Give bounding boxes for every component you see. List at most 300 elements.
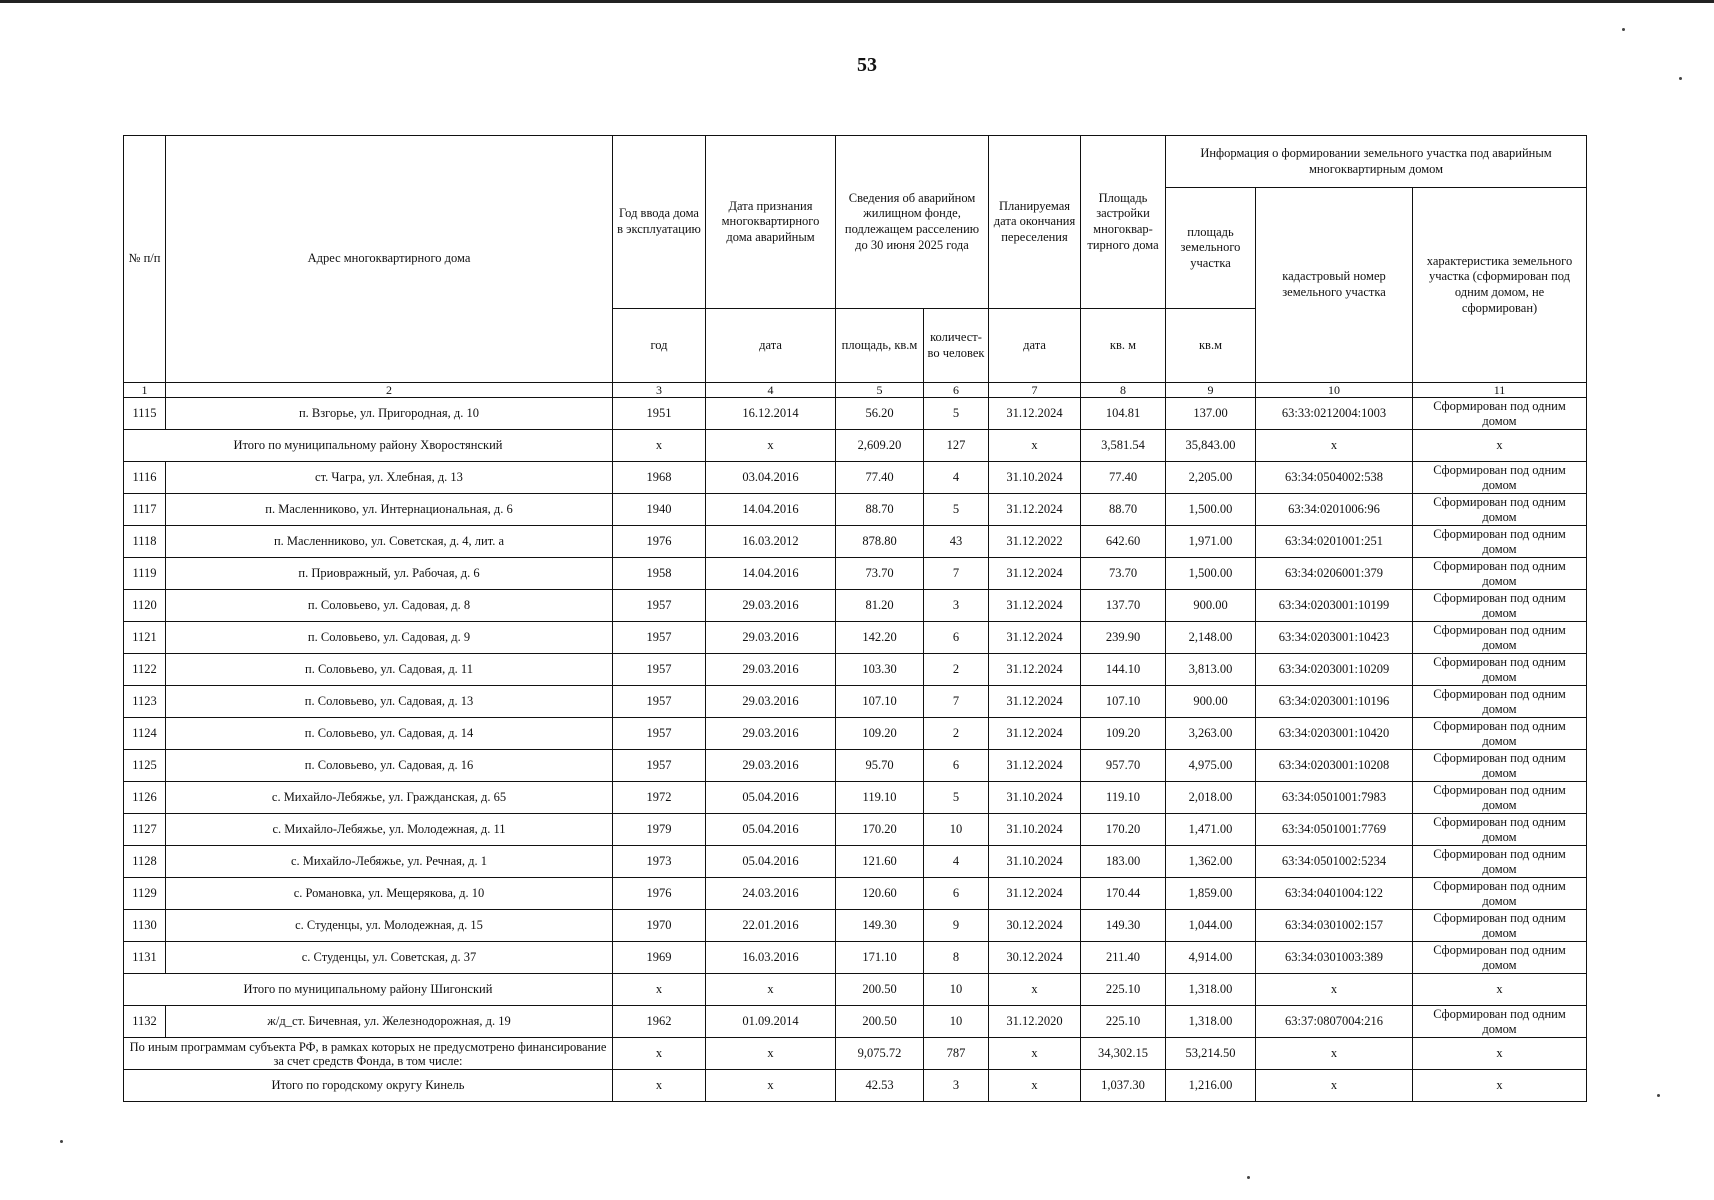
cell-land-area: 1,044.00	[1166, 910, 1256, 942]
cell-land-area: 2,018.00	[1166, 782, 1256, 814]
characteristic-line: Сформирован под одним	[1433, 718, 1566, 733]
cell-area: 73.70	[836, 558, 924, 590]
cell-date: 14.04.2016	[706, 558, 836, 590]
cell-planned: 31.12.2024	[989, 494, 1081, 526]
cell-year: x	[613, 1038, 706, 1070]
cell-land-area: 1,471.00	[1166, 814, 1256, 846]
cell-area: 77.40	[836, 462, 924, 494]
cell-people: 7	[924, 558, 989, 590]
row-number: 1122	[124, 654, 166, 686]
cell-characteristic	[1413, 494, 1587, 526]
characteristic-line: домом	[1482, 893, 1517, 908]
characteristic-line: x	[1496, 1078, 1503, 1092]
unit-area: площадь, кв.м	[836, 309, 924, 383]
cell-area: 200.50	[836, 1006, 924, 1038]
cell-land-area: 3,263.00	[1166, 718, 1256, 750]
cell-cadastral: 63:34:0203001:10208	[1256, 750, 1413, 782]
cell-area: 88.70	[836, 494, 924, 526]
cell-people: 4	[924, 462, 989, 494]
cell-build-area: 88.70	[1081, 494, 1166, 526]
table-row	[124, 526, 1587, 558]
cell-planned: 31.12.2024	[989, 654, 1081, 686]
characteristic-line: Сформирован под одним	[1433, 494, 1566, 509]
cell-year: 1957	[613, 718, 706, 750]
cell-date: x	[706, 974, 836, 1006]
row-number: 1115	[124, 398, 166, 430]
cell-date: 16.03.2016	[706, 942, 836, 974]
column-number: 1	[124, 383, 166, 398]
cell-area: 200.50	[836, 974, 924, 1006]
cell-year: x	[613, 1070, 706, 1102]
cell-area: 42.53	[836, 1070, 924, 1102]
cell-build-area: 77.40	[1081, 462, 1166, 494]
cell-characteristic	[1413, 974, 1587, 1006]
cell-date: 05.04.2016	[706, 846, 836, 878]
cell-people: 3	[924, 1070, 989, 1102]
cell-people: 2	[924, 654, 989, 686]
cell-cadastral: 63:34:0501001:7983	[1256, 782, 1413, 814]
table-row	[124, 622, 1587, 654]
cell-cadastral: 63:34:0504002:538	[1256, 462, 1413, 494]
cell-characteristic	[1413, 622, 1587, 654]
cell-year: 1970	[613, 910, 706, 942]
cell-date: 05.04.2016	[706, 782, 836, 814]
cell-area: 171.10	[836, 942, 924, 974]
column-number: 5	[836, 383, 924, 398]
cell-people: 6	[924, 878, 989, 910]
characteristic-line: домом	[1482, 509, 1517, 524]
cell-cadastral: 63:34:0301002:157	[1256, 910, 1413, 942]
table-row	[124, 942, 1587, 974]
characteristic-line: домом	[1482, 637, 1517, 652]
cell-date: 14.04.2016	[706, 494, 836, 526]
cell-cadastral: 63:34:0203001:10420	[1256, 718, 1413, 750]
cell-date: 05.04.2016	[706, 814, 836, 846]
cell-planned: x	[989, 1070, 1081, 1102]
cell-planned: x	[989, 974, 1081, 1006]
cell-people: 8	[924, 942, 989, 974]
cell-people: 7	[924, 686, 989, 718]
cell-year: 1957	[613, 622, 706, 654]
characteristic-line: Сформирован под одним	[1433, 782, 1566, 797]
row-address: ж/д_ст. Бичевная, ул. Железнодорожная, д. 19	[166, 1006, 613, 1038]
characteristic-line: домом	[1482, 925, 1517, 940]
cell-land-area: 35,843.00	[1166, 430, 1256, 462]
characteristic-line: Сформирован под одним	[1433, 526, 1566, 541]
cell-characteristic	[1413, 558, 1587, 590]
cell-characteristic	[1413, 846, 1587, 878]
row-address: с. Студенцы, ул. Молодежная, д. 15	[166, 910, 613, 942]
cell-people: 43	[924, 526, 989, 558]
column-number: 2	[166, 383, 613, 398]
cell-planned: 31.12.2024	[989, 686, 1081, 718]
cell-year: 1958	[613, 558, 706, 590]
cell-land-area: 900.00	[1166, 590, 1256, 622]
cell-date: x	[706, 1070, 836, 1102]
characteristic-line: Сформирован под одним	[1433, 654, 1566, 669]
cell-area: 170.20	[836, 814, 924, 846]
row-number: 1121	[124, 622, 166, 654]
row-address: п. Масленниково, ул. Советская, д. 4, лит. а	[166, 526, 613, 558]
row-number: 1129	[124, 878, 166, 910]
cell-characteristic	[1413, 910, 1587, 942]
cell-people: 10	[924, 974, 989, 1006]
header-fund-info: Сведения об аварийном жилищном фонде, подлежащем расселению до 30 июня 2025 года	[836, 136, 989, 309]
cell-characteristic	[1413, 942, 1587, 974]
cell-area: 109.20	[836, 718, 924, 750]
cell-land-area: 1,216.00	[1166, 1070, 1256, 1102]
cell-planned: 31.12.2022	[989, 526, 1081, 558]
characteristic-line: Сформирован под одним	[1433, 686, 1566, 701]
row-address: с. Михайло-Лебяжье, ул. Молодежная, д. 11	[166, 814, 613, 846]
cell-build-area: 149.30	[1081, 910, 1166, 942]
table-row	[124, 654, 1587, 686]
row-number: 1124	[124, 718, 166, 750]
row-number: 1127	[124, 814, 166, 846]
cell-cadastral: 63:34:0203001:10423	[1256, 622, 1413, 654]
cell-cadastral: 63:34:0203001:10196	[1256, 686, 1413, 718]
table-row	[124, 462, 1587, 494]
header-planned-date: Планируемая дата окончания переселения	[989, 136, 1081, 309]
subtotal-row	[124, 974, 1587, 1006]
subtotal-label: По иным программам субъекта РФ, в рамках которых не предусмотрено финансирование за счет средств Фонда, в том числе:	[124, 1038, 613, 1070]
header-characteristic: характеристика земельного участка (сформирован под одним домом, не сформирован)	[1413, 188, 1587, 383]
cell-year: 1962	[613, 1006, 706, 1038]
cell-cadastral: x	[1256, 974, 1413, 1006]
cell-characteristic	[1413, 1006, 1587, 1038]
characteristic-line: Сформирован под одним	[1433, 878, 1566, 893]
column-number: 8	[1081, 383, 1166, 398]
table-header	[124, 136, 1587, 398]
cell-people: 6	[924, 622, 989, 654]
cell-build-area: 144.10	[1081, 654, 1166, 686]
row-address: с. Михайло-Лебяжье, ул. Речная, д. 1	[166, 846, 613, 878]
characteristic-line: Сформирован под одним	[1433, 462, 1566, 477]
cell-area: 107.10	[836, 686, 924, 718]
column-number: 10	[1256, 383, 1413, 398]
characteristic-line: Сформирован под одним	[1433, 622, 1566, 637]
row-address: п. Соловьево, ул. Садовая, д. 13	[166, 686, 613, 718]
cell-build-area: 3,581.54	[1081, 430, 1166, 462]
cell-build-area: 239.90	[1081, 622, 1166, 654]
cell-year: x	[613, 430, 706, 462]
cell-people: 9	[924, 910, 989, 942]
cell-land-area: 53,214.50	[1166, 1038, 1256, 1070]
cell-area: 9,075.72	[836, 1038, 924, 1070]
table-row	[124, 398, 1587, 430]
cell-date: 29.03.2016	[706, 750, 836, 782]
row-number: 1118	[124, 526, 166, 558]
characteristic-line: домом	[1482, 573, 1517, 588]
subtotal-label: Итого по муниципальному району Шигонский	[124, 974, 613, 1006]
cell-people: 5	[924, 398, 989, 430]
table-row	[124, 494, 1587, 526]
characteristic-line: Сформирован под одним	[1433, 1006, 1566, 1021]
cell-build-area: 104.81	[1081, 398, 1166, 430]
cell-date: x	[706, 430, 836, 462]
row-number: 1131	[124, 942, 166, 974]
cell-people: 6	[924, 750, 989, 782]
cell-area: 121.60	[836, 846, 924, 878]
cell-cadastral: 63:34:0501001:7769	[1256, 814, 1413, 846]
column-number: 4	[706, 383, 836, 398]
cell-year: 1968	[613, 462, 706, 494]
cell-year: 1957	[613, 654, 706, 686]
table-row	[124, 1006, 1587, 1038]
cell-characteristic	[1413, 718, 1587, 750]
cell-planned: 31.12.2024	[989, 750, 1081, 782]
cell-year: 1976	[613, 878, 706, 910]
characteristic-line: домом	[1482, 669, 1517, 684]
row-address: п. Соловьево, ул. Садовая, д. 16	[166, 750, 613, 782]
characteristic-line: Сформирован под одним	[1433, 590, 1566, 605]
cell-build-area: 34,302.15	[1081, 1038, 1166, 1070]
unit-build-area: кв. м	[1081, 309, 1166, 383]
row-address: п. Взгорье, ул. Пригородная, д. 10	[166, 398, 613, 430]
cell-characteristic	[1413, 750, 1587, 782]
cell-year: 1940	[613, 494, 706, 526]
cell-characteristic	[1413, 1070, 1587, 1102]
cell-year: 1957	[613, 750, 706, 782]
header-address: Адрес многоквартирного дома	[166, 136, 613, 383]
cell-people: 127	[924, 430, 989, 462]
cell-date: x	[706, 1038, 836, 1070]
cell-characteristic	[1413, 590, 1587, 622]
unit-year: год	[613, 309, 706, 383]
row-address: п. Приовражный, ул. Рабочая, д. 6	[166, 558, 613, 590]
characteristic-line: Сформирован под одним	[1433, 398, 1566, 413]
cell-people: 5	[924, 494, 989, 526]
cell-characteristic	[1413, 782, 1587, 814]
table-row	[124, 782, 1587, 814]
row-number: 1128	[124, 846, 166, 878]
scan-speck	[1622, 28, 1625, 31]
characteristic-line: домом	[1482, 861, 1517, 876]
table-row	[124, 686, 1587, 718]
cell-build-area: 642.60	[1081, 526, 1166, 558]
table-row	[124, 814, 1587, 846]
cell-planned: x	[989, 430, 1081, 462]
characteristic-line: Сформирован под одним	[1433, 910, 1566, 925]
characteristic-line: Сформирован под одним	[1433, 942, 1566, 957]
cell-characteristic	[1413, 398, 1587, 430]
column-number: 11	[1413, 383, 1587, 398]
row-address: с. Романовка, ул. Мещерякова, д. 10	[166, 878, 613, 910]
row-number: 1117	[124, 494, 166, 526]
header-land-area: площадь земельного участка	[1166, 188, 1256, 309]
row-number: 1125	[124, 750, 166, 782]
characteristic-line: Сформирован под одним	[1433, 750, 1566, 765]
scan-speck	[1657, 1094, 1660, 1097]
header-num: № п/п	[124, 136, 166, 383]
page-number: 53	[857, 54, 877, 76]
cell-date: 29.03.2016	[706, 622, 836, 654]
cell-date: 16.03.2012	[706, 526, 836, 558]
cell-area: 120.60	[836, 878, 924, 910]
cell-date: 01.09.2014	[706, 1006, 836, 1038]
cell-area: 119.10	[836, 782, 924, 814]
cell-area: 149.30	[836, 910, 924, 942]
cell-characteristic	[1413, 686, 1587, 718]
cell-cadastral: 63:33:0212004:1003	[1256, 398, 1413, 430]
cell-characteristic	[1413, 1038, 1587, 1070]
row-address: п. Соловьево, ул. Садовая, д. 9	[166, 622, 613, 654]
scan-speck	[1247, 1176, 1250, 1179]
cell-date: 03.04.2016	[706, 462, 836, 494]
cell-year: 1951	[613, 398, 706, 430]
cell-cadastral: 63:37:0807004:216	[1256, 1006, 1413, 1038]
cell-land-area: 1,318.00	[1166, 1006, 1256, 1038]
cell-planned: 31.12.2024	[989, 878, 1081, 910]
row-number: 1132	[124, 1006, 166, 1038]
cell-year: 1957	[613, 590, 706, 622]
row-number: 1123	[124, 686, 166, 718]
unit-land-area: кв.м	[1166, 309, 1256, 383]
row-number: 1120	[124, 590, 166, 622]
cell-year: 1973	[613, 846, 706, 878]
column-numbers-row	[124, 383, 1587, 398]
cell-build-area: 957.70	[1081, 750, 1166, 782]
characteristic-line: домом	[1482, 957, 1517, 972]
cell-year: 1972	[613, 782, 706, 814]
row-address: п. Соловьево, ул. Садовая, д. 8	[166, 590, 613, 622]
cell-area: 95.70	[836, 750, 924, 782]
cell-year: 1957	[613, 686, 706, 718]
housing-register-table	[123, 135, 1587, 1102]
subtotal-label: Итого по муниципальному району Хворостянский	[124, 430, 613, 462]
table-row	[124, 718, 1587, 750]
cell-planned: 30.12.2024	[989, 910, 1081, 942]
table-row	[124, 750, 1587, 782]
cell-people: 2	[924, 718, 989, 750]
characteristic-line: Сформирован под одним	[1433, 814, 1566, 829]
cell-land-area: 1,971.00	[1166, 526, 1256, 558]
characteristic-line: домом	[1482, 765, 1517, 780]
cell-people: 5	[924, 782, 989, 814]
cell-date: 22.01.2016	[706, 910, 836, 942]
cell-build-area: 107.10	[1081, 686, 1166, 718]
cell-planned: 31.12.2024	[989, 590, 1081, 622]
top-border-line	[0, 0, 1714, 3]
cell-people: 4	[924, 846, 989, 878]
cell-planned: 31.12.2024	[989, 622, 1081, 654]
header-build-area: Площадь застройки многоквар-тирного дома	[1081, 136, 1166, 309]
row-number: 1116	[124, 462, 166, 494]
cell-cadastral: 63:34:0203001:10199	[1256, 590, 1413, 622]
characteristic-line: Сформирован под одним	[1433, 558, 1566, 573]
cell-area: 81.20	[836, 590, 924, 622]
header-year: Год ввода дома в эксплуатацию	[613, 136, 706, 309]
scan-speck	[1679, 77, 1682, 80]
row-address: с. Студенцы, ул. Советская, д. 37	[166, 942, 613, 974]
column-number: 7	[989, 383, 1081, 398]
cell-land-area: 1,500.00	[1166, 558, 1256, 590]
column-number: 3	[613, 383, 706, 398]
cell-cadastral: 63:34:0201006:96	[1256, 494, 1413, 526]
cell-characteristic	[1413, 430, 1587, 462]
table-row	[124, 846, 1587, 878]
table-row	[124, 878, 1587, 910]
cell-build-area: 170.44	[1081, 878, 1166, 910]
cell-build-area: 109.20	[1081, 718, 1166, 750]
cell-characteristic	[1413, 462, 1587, 494]
cell-build-area: 1,037.30	[1081, 1070, 1166, 1102]
cell-land-area: 4,914.00	[1166, 942, 1256, 974]
cell-cadastral: x	[1256, 430, 1413, 462]
cell-cadastral: x	[1256, 1038, 1413, 1070]
row-address: с. Михайло-Лебяжье, ул. Гражданская, д. 65	[166, 782, 613, 814]
row-number: 1126	[124, 782, 166, 814]
row-number: 1130	[124, 910, 166, 942]
cell-people: 10	[924, 1006, 989, 1038]
cell-people: 787	[924, 1038, 989, 1070]
column-number: 6	[924, 383, 989, 398]
cell-land-area: 3,813.00	[1166, 654, 1256, 686]
cell-date: 29.03.2016	[706, 590, 836, 622]
cell-date: 24.03.2016	[706, 878, 836, 910]
characteristic-line: x	[1496, 438, 1503, 452]
cell-planned: 31.10.2024	[989, 782, 1081, 814]
cell-cadastral: x	[1256, 1070, 1413, 1102]
cell-build-area: 170.20	[1081, 814, 1166, 846]
table-body	[124, 398, 1587, 1102]
characteristic-line: домом	[1482, 605, 1517, 620]
cell-planned: 31.12.2024	[989, 558, 1081, 590]
cell-build-area: 119.10	[1081, 782, 1166, 814]
cell-cadastral: 63:34:0501002:5234	[1256, 846, 1413, 878]
cell-characteristic	[1413, 654, 1587, 686]
cell-cadastral: 63:34:0203001:10209	[1256, 654, 1413, 686]
cell-date: 29.03.2016	[706, 686, 836, 718]
subtotal-label: Итого по городскому округу Кинель	[124, 1070, 613, 1102]
cell-area: 878.80	[836, 526, 924, 558]
characteristic-line: x	[1496, 982, 1503, 996]
cell-cadastral: 63:34:0401004:122	[1256, 878, 1413, 910]
scan-speck	[60, 1140, 63, 1143]
cell-planned: 31.12.2020	[989, 1006, 1081, 1038]
cell-people: 3	[924, 590, 989, 622]
cell-cadastral: 63:34:0206001:379	[1256, 558, 1413, 590]
cell-land-area: 1,500.00	[1166, 494, 1256, 526]
cell-planned: x	[989, 1038, 1081, 1070]
cell-land-area: 1,362.00	[1166, 846, 1256, 878]
cell-land-area: 137.00	[1166, 398, 1256, 430]
cell-cadastral: 63:34:0301003:389	[1256, 942, 1413, 974]
unit-people: количест-во человек	[924, 309, 989, 383]
characteristic-line: домом	[1482, 701, 1517, 716]
characteristic-line: домом	[1482, 477, 1517, 492]
cell-planned: 31.12.2024	[989, 718, 1081, 750]
cell-land-area: 2,148.00	[1166, 622, 1256, 654]
cell-build-area: 225.10	[1081, 1006, 1166, 1038]
cell-build-area: 73.70	[1081, 558, 1166, 590]
column-number: 9	[1166, 383, 1256, 398]
table-row	[124, 910, 1587, 942]
characteristic-line: домом	[1482, 733, 1517, 748]
cell-area: 2,609.20	[836, 430, 924, 462]
subtotal-row	[124, 1038, 1587, 1070]
cell-date: 29.03.2016	[706, 654, 836, 686]
characteristic-line: x	[1496, 1046, 1503, 1060]
cell-area: 103.30	[836, 654, 924, 686]
header-cadastral: кадастровый номер земельного участка	[1256, 188, 1413, 383]
unit-date: дата	[706, 309, 836, 383]
table-row	[124, 558, 1587, 590]
subtotal-row	[124, 430, 1587, 462]
cell-year: 1979	[613, 814, 706, 846]
header-land-info: Информация о формировании земельного участка под аварийным многоквартирным домом	[1166, 136, 1587, 188]
characteristic-line: домом	[1482, 1021, 1517, 1036]
